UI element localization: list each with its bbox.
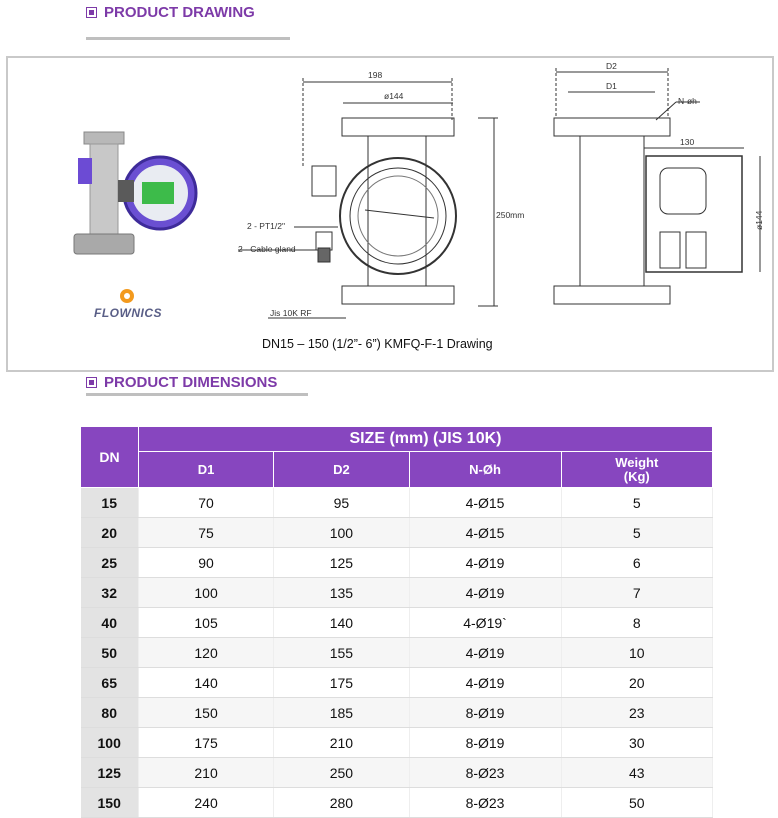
cell-dn: 25 [81,548,139,578]
table-cell: 8-Ø19 [409,728,561,758]
header-d2: D2 [274,452,409,488]
section-underline [86,393,308,396]
table-row [81,548,713,578]
table-cell: 50 [561,788,712,818]
cell-dn: 40 [81,608,139,638]
cell-dn: 150 [81,788,139,818]
table-cell: 105 [138,608,273,638]
table-row [81,578,713,608]
header-dn: DN [81,427,139,488]
table-cell: 8 [561,608,712,638]
table-cell: 175 [274,668,409,698]
side-view [554,68,760,304]
table-cell: 4-Ø19 [409,638,561,668]
table-cell: 185 [274,698,409,728]
header-weight: Weight (Kg) [561,452,712,488]
jis-label: Jis 10K RF [270,308,312,318]
dim-phi144-label: ø144 [384,91,404,101]
table-cell: 8-Ø23 [409,758,561,788]
cell-dn: 100 [81,728,139,758]
table-row [81,668,713,698]
table-cell: 23 [561,698,712,728]
cell-dn: 80 [81,698,139,728]
flownics-logo-icon [120,289,134,303]
table-cell: 210 [274,728,409,758]
section-title-dimensions-text: PRODUCT DIMENSIONS [104,374,278,391]
table-row [81,518,713,548]
cell-dn: 125 [81,758,139,788]
cell-dn: 15 [81,488,139,518]
dim-130-label: 130 [680,137,695,147]
table-cell: 4-Ø15 [409,488,561,518]
dimensions-table [80,426,713,818]
table-cell: 4-Ø19 [409,548,561,578]
product-photo [74,132,196,254]
table-cell: 4-Ø19 [409,578,561,608]
table-cell: 90 [138,548,273,578]
table-cell: 100 [138,578,273,608]
table-cell: 250 [274,758,409,788]
table-cell: 150 [138,698,273,728]
noh-label: N-øh [678,96,697,106]
brand-logo-text: FLOWNICS [94,306,162,320]
dim-198-label: 198 [368,70,383,80]
front-view [238,78,498,318]
cell-dn: 65 [81,668,139,698]
table-cell: 95 [274,488,409,518]
table-cell: 135 [274,578,409,608]
table-cell: 210 [138,758,273,788]
table-row [81,608,713,638]
table-cell: 6 [561,548,712,578]
table-cell: 43 [561,758,712,788]
header-size: SIZE (mm) (JIS 10K) [138,427,712,452]
dim-phi144-side-label: ø144 [754,210,764,230]
header-n-oh: N-Øh [409,452,561,488]
table-cell: 5 [561,518,712,548]
table-cell: 7 [561,578,712,608]
square-bullet-icon [86,377,97,388]
table-cell: 8-Ø19 [409,698,561,728]
table-cell: 4-Ø15 [409,518,561,548]
section-title-dimensions [86,374,277,391]
table-cell: 10 [561,638,712,668]
table-cell: 4-Ø19 [409,668,561,698]
table-row [81,758,713,788]
table-cell: 75 [138,518,273,548]
section-title-drawing-text: PRODUCT DRAWING [104,4,255,21]
table-cell: 5 [561,488,712,518]
pt-label: 2 - PT1/2" [247,221,285,231]
table-cell: 155 [274,638,409,668]
table-cell: 100 [274,518,409,548]
table-cell: 4-Ø19` [409,608,561,638]
cell-dn: 32 [81,578,139,608]
technical-drawing [0,0,778,380]
cell-dn: 20 [81,518,139,548]
header-d1: D1 [138,452,273,488]
table-cell: 140 [138,668,273,698]
table-cell: 240 [138,788,273,818]
table-cell: 140 [274,608,409,638]
table-cell: 20 [561,668,712,698]
table-cell: 70 [138,488,273,518]
d2-label: D2 [606,61,617,71]
dim-250-label: 250mm [496,210,525,220]
table-cell: 175 [138,728,273,758]
cable-gland-label: 2 - Cable gland [238,244,296,254]
table-row [81,638,713,668]
table-cell: 280 [274,788,409,818]
table-row [81,488,713,518]
table-body [81,488,713,818]
table-cell: 30 [561,728,712,758]
table-row [81,698,713,728]
table-row [81,788,713,818]
d1-label: D1 [606,81,617,91]
drawing-caption: DN15 – 150 (1/2”- 6”) KMFQ-F-1 Drawing [262,337,493,351]
table-cell: 8-Ø23 [409,788,561,818]
table-cell: 120 [138,638,273,668]
cell-dn: 50 [81,638,139,668]
table-row [81,728,713,758]
table-cell: 125 [274,548,409,578]
